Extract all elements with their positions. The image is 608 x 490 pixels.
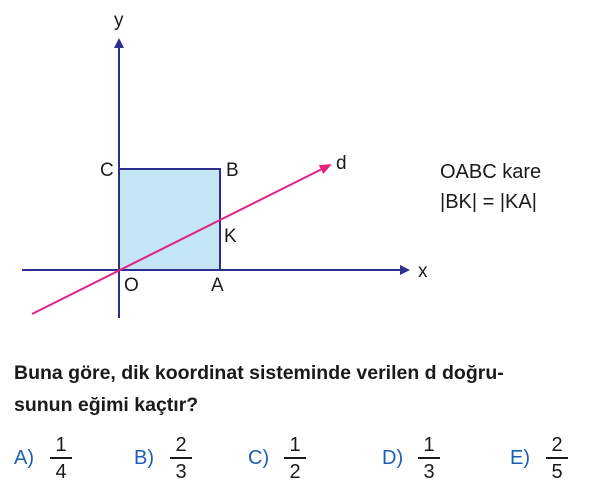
option-a-letter: A) [14, 447, 34, 469]
y-axis-label: y [114, 10, 124, 31]
point-o-label: O [124, 275, 139, 296]
point-c-label: C [100, 160, 114, 181]
option-b-numerator: 2 [175, 434, 187, 456]
option-b[interactable] [134, 434, 204, 484]
point-k-label: K [224, 226, 237, 247]
fraction-bar [284, 457, 306, 459]
option-d-fraction [418, 434, 440, 483]
option-d-letter: D) [382, 447, 404, 469]
fraction-bar [50, 457, 72, 459]
square-oabc [119, 169, 220, 270]
given-square-statement: OABC kare [440, 161, 542, 183]
option-c-fraction [284, 434, 306, 483]
option-d-denominator: 3 [423, 461, 435, 483]
option-d[interactable] [382, 434, 452, 484]
option-e[interactable] [510, 434, 580, 484]
question-line-2: sunun eğimi kaçtır? [14, 394, 199, 416]
option-c-numerator: 1 [289, 434, 301, 456]
option-c-denominator: 2 [289, 461, 301, 483]
option-a-fraction [50, 434, 72, 483]
given-length-statement: |BK| = |KA| [440, 191, 537, 213]
option-d-numerator: 1 [423, 434, 435, 456]
question-text [14, 357, 604, 421]
question-line-1: Buna göre, dik koordinat sisteminde verilen d doğru- [14, 362, 504, 384]
option-e-numerator: 2 [551, 434, 563, 456]
point-a-label: A [211, 275, 224, 296]
option-a[interactable] [14, 434, 84, 484]
option-e-denominator: 5 [551, 461, 563, 483]
option-b-letter: B) [134, 447, 154, 469]
option-b-denominator: 3 [175, 461, 187, 483]
fraction-bar [418, 457, 440, 459]
option-b-fraction [170, 434, 192, 483]
fraction-bar [170, 457, 192, 459]
option-a-numerator: 1 [55, 434, 67, 456]
fraction-bar [546, 457, 568, 459]
option-c-letter: C) [248, 447, 270, 469]
x-axis-label: x [418, 261, 428, 282]
option-e-fraction [546, 434, 568, 483]
option-c[interactable] [248, 434, 318, 484]
option-e-letter: E) [510, 447, 530, 469]
point-b-label: B [226, 160, 239, 181]
option-a-denominator: 4 [55, 461, 67, 483]
line-d-label: d [336, 153, 347, 174]
